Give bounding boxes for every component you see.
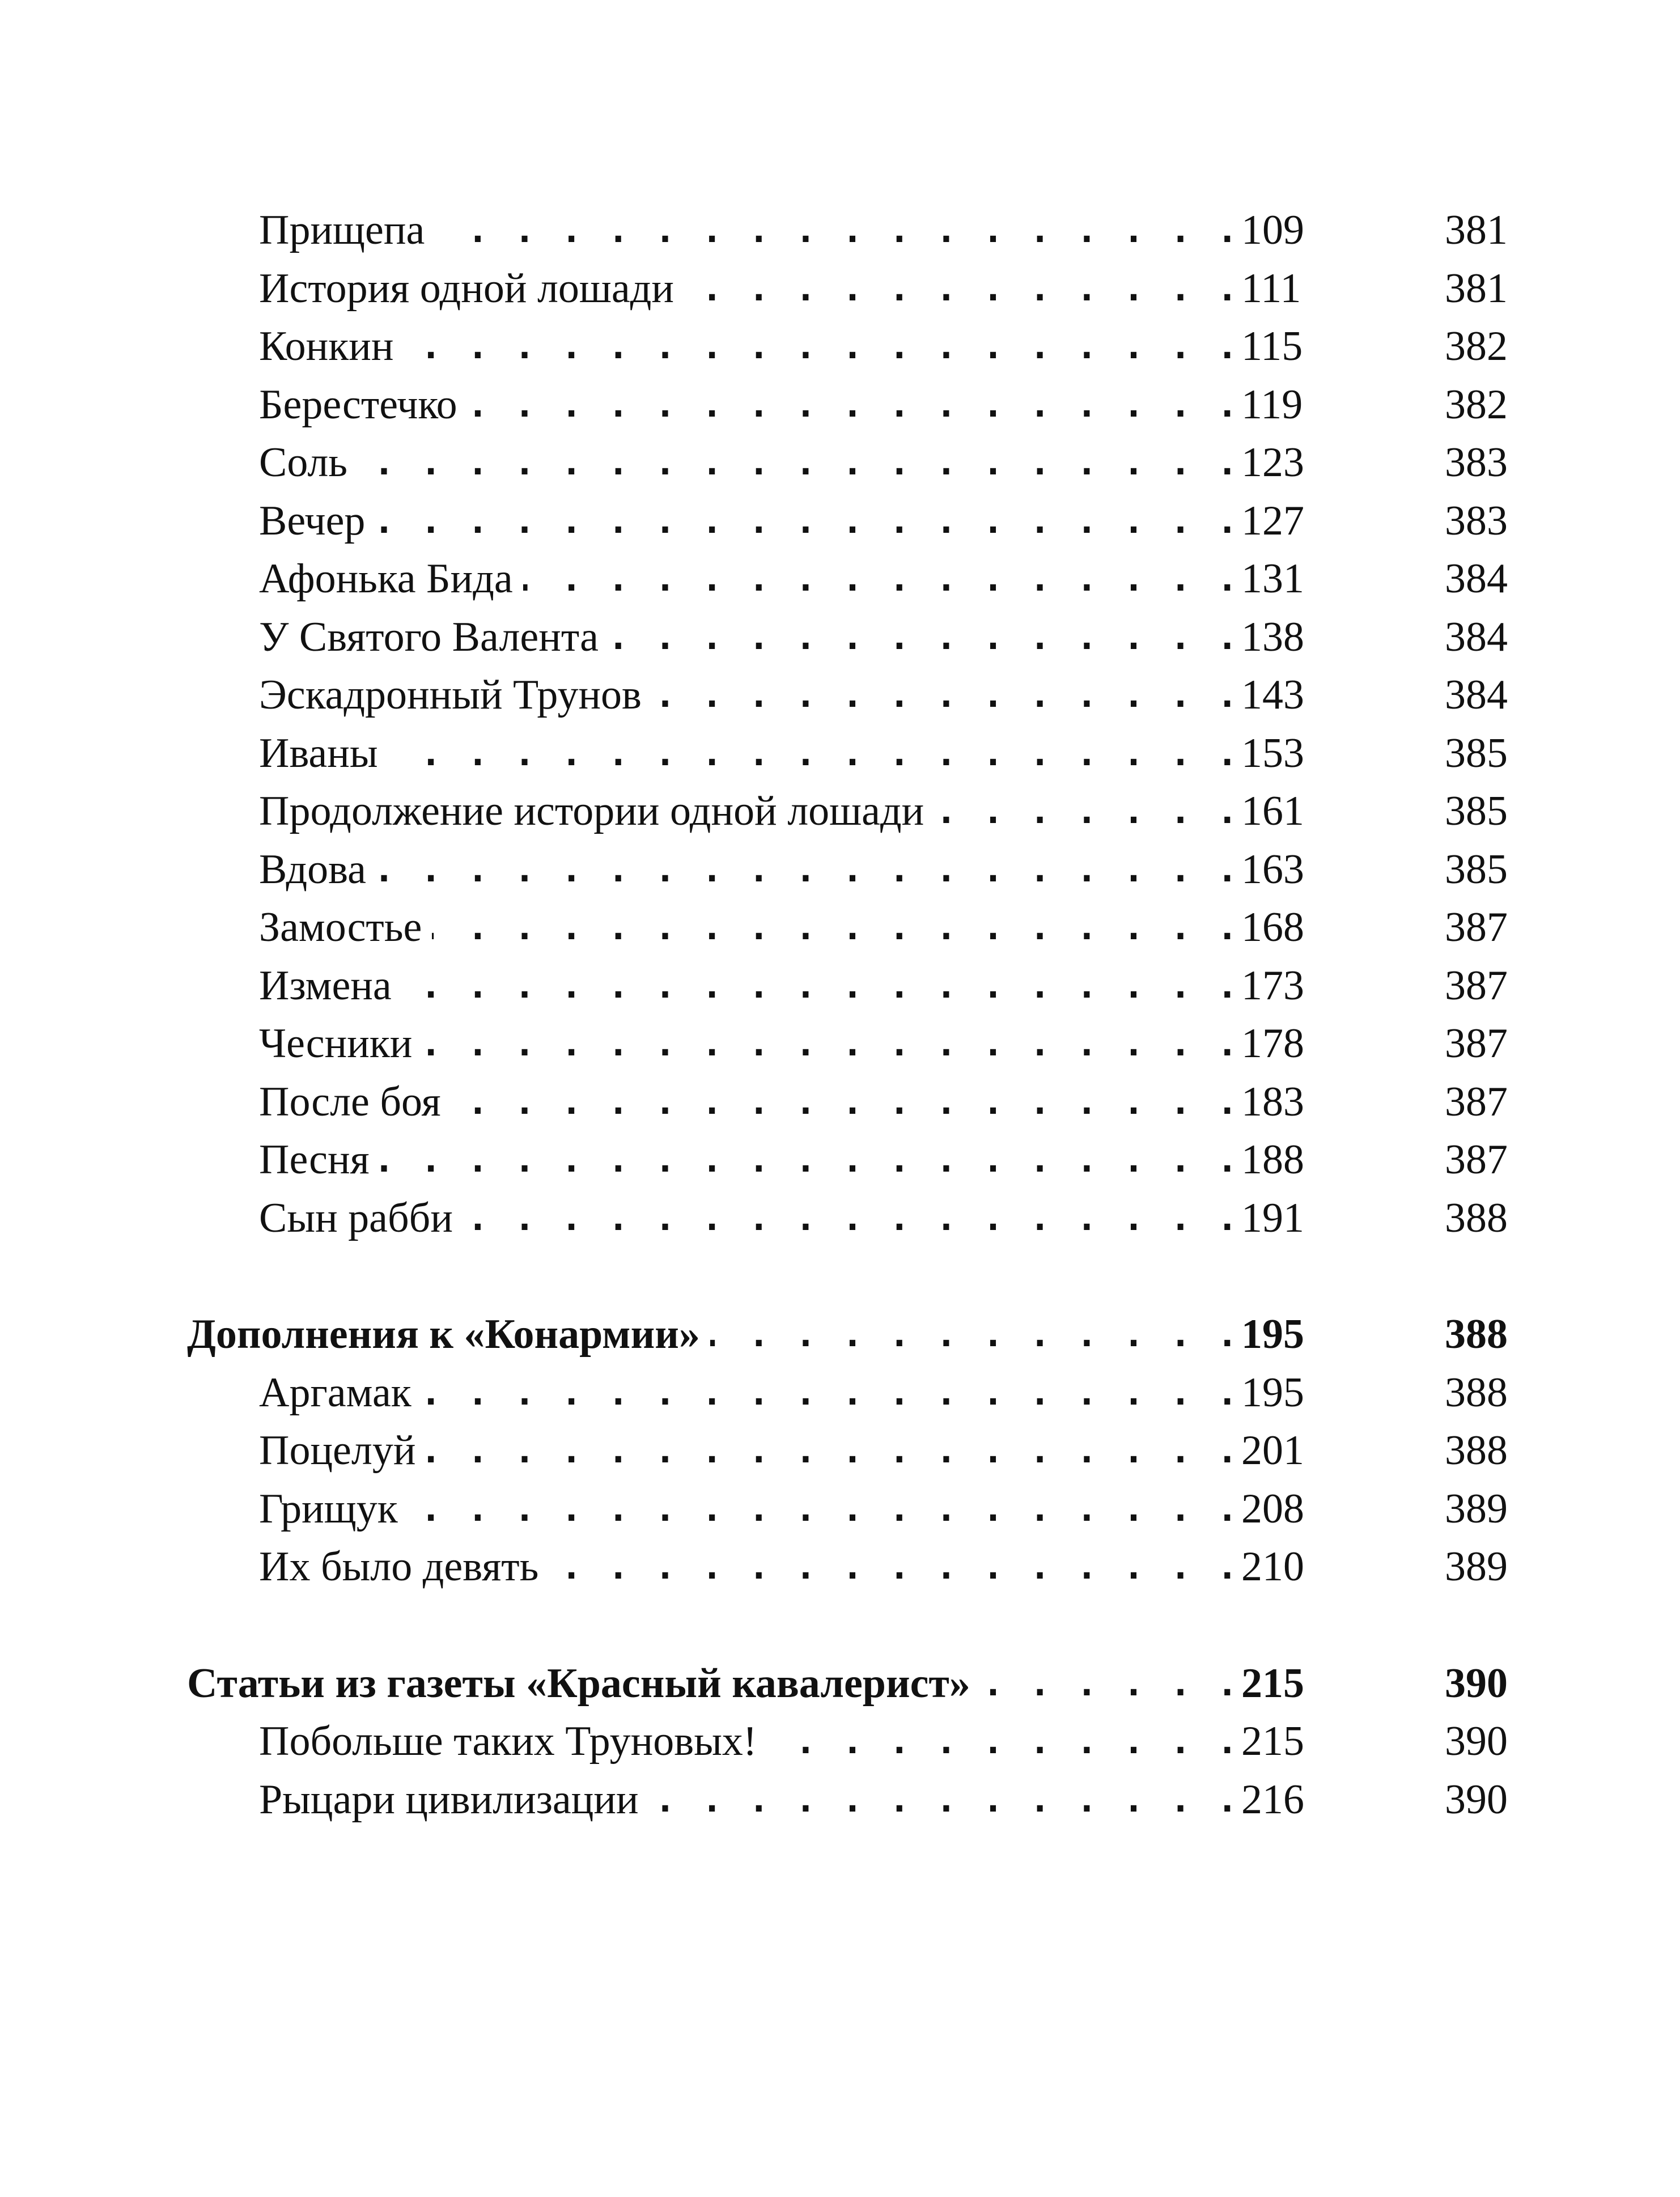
toc-entry (187, 1422, 1508, 1480)
toc-comment-page-number: 387 (1445, 962, 1508, 1009)
toc-page-number: 183 (1241, 1078, 1304, 1125)
toc-comment-page-number: 385 (1445, 729, 1508, 777)
toc-entry-title: Берестечко (259, 384, 468, 426)
toc-entry (187, 260, 1508, 318)
toc-comment-page-number: 390 (1445, 1776, 1508, 1823)
toc-entry-title: Афонька Бида (259, 558, 523, 600)
toc-entry (187, 434, 1508, 492)
toc-comment-page-number: 387 (1445, 1020, 1508, 1067)
toc-entry-title: Песня (259, 1139, 380, 1181)
toc-comment-page-number: 388 (1445, 1369, 1508, 1416)
toc-page-number: 178 (1241, 1020, 1304, 1067)
toc-entry (187, 1712, 1508, 1771)
toc-section-heading (187, 1655, 1508, 1713)
toc-comment-page-number: 387 (1445, 1136, 1508, 1184)
toc-entry (187, 201, 1508, 260)
dot-leader (468, 384, 1240, 426)
toc-entry-title: Эскадронный Трунов (259, 674, 652, 716)
dot-leader (422, 1372, 1240, 1414)
toc-comment-page-number: 388 (1445, 1427, 1508, 1474)
toc-entry-title: Конкин (259, 325, 404, 367)
toc-entry (187, 376, 1508, 434)
dot-leader (408, 1488, 1240, 1530)
toc-entry (187, 1073, 1508, 1131)
toc-entry (187, 492, 1508, 550)
toc-comment-page-number: 383 (1445, 439, 1508, 486)
dot-leader (652, 674, 1240, 716)
toc-comment-page-number: 385 (1445, 846, 1508, 893)
toc-page-number: 210 (1241, 1543, 1304, 1591)
toc-section (187, 201, 1508, 1247)
toc-entry-title: Вечер (259, 500, 375, 542)
toc-page-number: 153 (1241, 729, 1304, 777)
toc-page-number: 163 (1241, 846, 1304, 893)
toc-entry-title: Прищепа (259, 209, 435, 251)
dot-leader (404, 325, 1240, 367)
toc-entry-title: Продолжение истории одной лошади (259, 790, 934, 832)
toc-section-heading (187, 1305, 1508, 1364)
toc-page-number: 215 (1241, 1718, 1304, 1765)
toc-page-number: 161 (1241, 788, 1304, 835)
toc-page-number: 195 (1241, 1369, 1304, 1416)
dot-leader (609, 616, 1240, 658)
toc-entry-title: Статьи из газеты «Красный кавалерист» (187, 1662, 981, 1704)
dot-leader (710, 1313, 1240, 1355)
toc-entry (187, 608, 1508, 667)
toc-comment-page-number: 390 (1445, 1718, 1508, 1765)
toc-entry (187, 1538, 1508, 1596)
dot-leader (463, 1197, 1240, 1239)
dot-leader (402, 965, 1240, 1007)
toc-comment-page-number: 387 (1445, 904, 1508, 951)
toc-comment-page-number: 382 (1445, 323, 1508, 370)
toc-entry (187, 1480, 1508, 1538)
toc-entry-title: Соль (259, 442, 358, 483)
toc-comment-page-number: 382 (1445, 381, 1508, 428)
toc-entry-title: Аргамак (259, 1372, 422, 1414)
toc-comment-page-number: 381 (1445, 207, 1508, 254)
toc-page-number: 208 (1241, 1485, 1304, 1532)
toc-page-number: 119 (1241, 381, 1303, 428)
toc-page-number: 191 (1241, 1194, 1304, 1241)
toc-entry-title: Чесники (259, 1023, 422, 1064)
dot-leader (523, 558, 1240, 600)
toc-page-number: 143 (1241, 672, 1304, 719)
toc-comment-page-number: 384 (1445, 555, 1508, 603)
toc-entry-title: Иваны (259, 732, 388, 774)
toc-entry-title: Грищук (259, 1488, 408, 1530)
toc-entry-title: После боя (259, 1081, 451, 1123)
dot-leader (432, 906, 1240, 948)
dot-leader (767, 1720, 1240, 1762)
toc-entry (187, 841, 1508, 899)
toc-comment-page-number: 389 (1445, 1485, 1508, 1532)
toc-entry (187, 1771, 1508, 1829)
toc-entry-title: История одной лошади (259, 268, 684, 309)
toc-page-number: 216 (1241, 1776, 1304, 1823)
dot-leader (380, 1139, 1240, 1181)
toc-page-number: 109 (1241, 207, 1304, 254)
toc-entry (187, 898, 1508, 957)
toc-entry-title: Рыцари цивилизации (259, 1779, 649, 1821)
toc-comment-page-number: 389 (1445, 1543, 1508, 1591)
toc-section (187, 1655, 1508, 1829)
toc-entry (187, 550, 1508, 608)
dot-leader (435, 209, 1240, 251)
dot-leader (375, 500, 1240, 542)
toc-comment-page-number: 390 (1445, 1660, 1508, 1707)
dot-leader (981, 1662, 1240, 1704)
toc-entry (187, 1364, 1508, 1422)
toc-comment-page-number: 388 (1445, 1194, 1508, 1241)
dot-leader (649, 1779, 1240, 1821)
toc-comment-page-number: 384 (1445, 613, 1508, 660)
toc-comment-page-number: 385 (1445, 788, 1508, 835)
toc-comment-page-number: 387 (1445, 1078, 1508, 1125)
dot-leader (358, 442, 1240, 483)
toc-entry (187, 1189, 1508, 1248)
toc-page-number: 201 (1241, 1427, 1304, 1474)
dot-leader (376, 849, 1240, 890)
toc-section (187, 1305, 1508, 1596)
toc-entry-title: У Святого Валента (259, 616, 609, 658)
toc-page-number: 173 (1241, 962, 1304, 1009)
toc-page-number: 195 (1241, 1311, 1304, 1358)
toc-entry (187, 724, 1508, 783)
toc-entry (187, 782, 1508, 841)
toc-entry (187, 1131, 1508, 1189)
toc-entry (187, 957, 1508, 1015)
toc-comment-page-number: 381 (1445, 265, 1508, 312)
toc-comment-page-number: 383 (1445, 497, 1508, 544)
toc-page-number: 188 (1241, 1136, 1304, 1184)
dot-leader (934, 790, 1240, 832)
dot-leader (388, 732, 1240, 774)
toc-page-number: 123 (1241, 439, 1304, 486)
toc-entry (187, 1015, 1508, 1073)
dot-leader (451, 1081, 1240, 1123)
toc-page-number: 215 (1241, 1660, 1304, 1707)
toc-page-number: 138 (1241, 613, 1304, 660)
toc-page-number: 131 (1241, 555, 1304, 603)
toc-page-number: 115 (1241, 323, 1303, 370)
dot-leader (549, 1546, 1240, 1588)
dot-leader (684, 268, 1240, 309)
toc-entry (187, 317, 1508, 376)
toc-entry-title: Измена (259, 965, 402, 1007)
toc-entry-title: Поцелуй (259, 1430, 426, 1471)
toc-comment-page-number: 384 (1445, 672, 1508, 719)
toc-entry-title: Вдова (259, 849, 376, 890)
toc-page-number: 111 (1241, 265, 1301, 312)
toc-entry-title: Побольше таких Труновых! (259, 1720, 767, 1762)
toc-entry-title: Сын рабби (259, 1197, 463, 1239)
dot-leader (426, 1430, 1240, 1471)
toc-page-number: 127 (1241, 497, 1304, 544)
toc-entry (187, 666, 1508, 724)
toc-entry-title: Замостье (259, 906, 432, 948)
toc-page-number: 168 (1241, 904, 1304, 951)
dot-leader (422, 1023, 1240, 1064)
toc-comment-page-number: 388 (1445, 1311, 1508, 1358)
toc-entry-title: Их было девять (259, 1546, 549, 1588)
table-of-contents (187, 201, 1508, 1829)
toc-entry-title: Дополнения к «Конармии» (187, 1313, 710, 1355)
